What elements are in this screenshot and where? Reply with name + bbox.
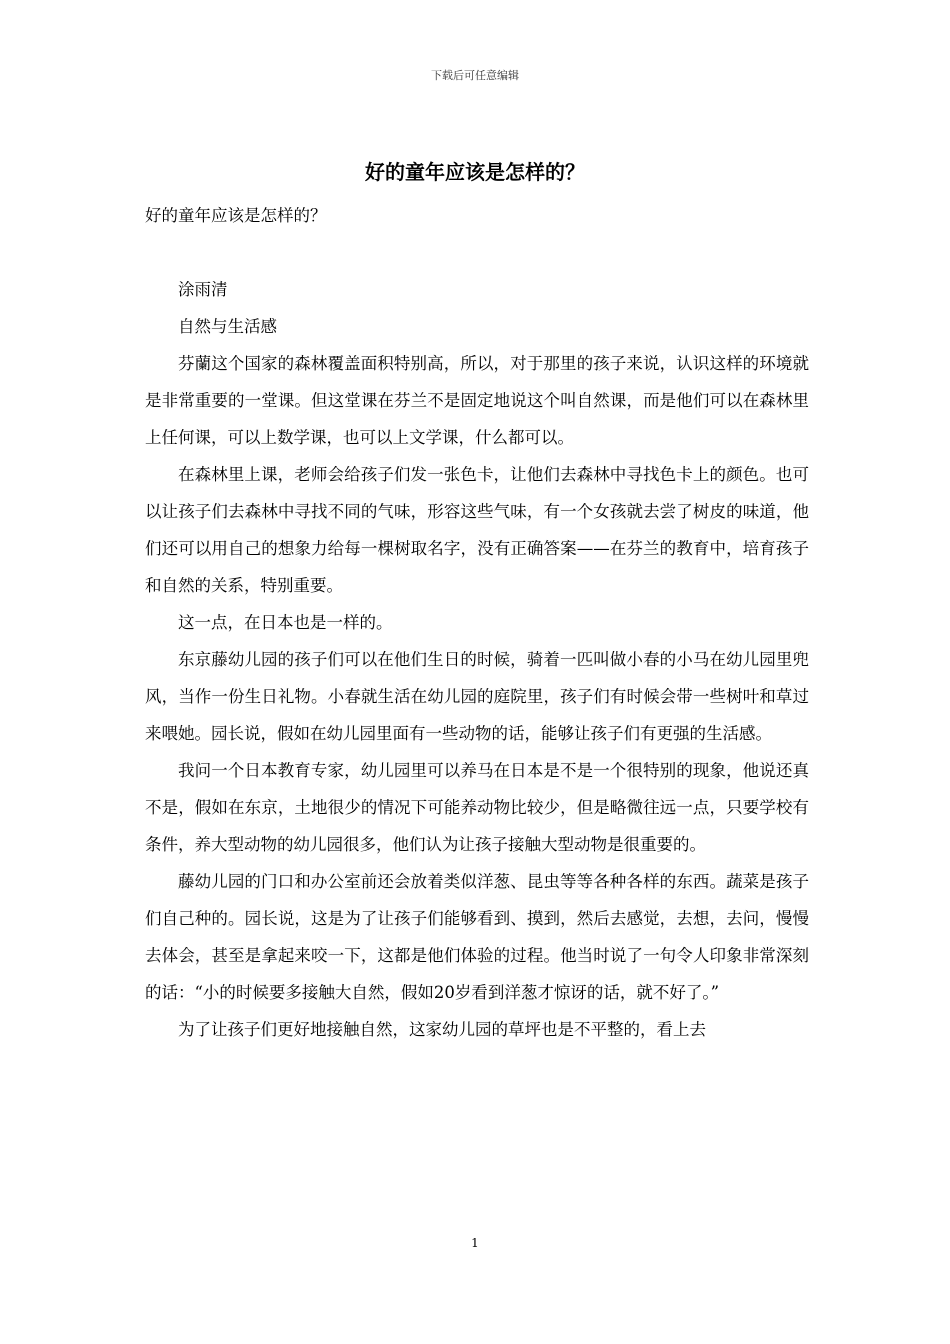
paragraph-forest-class: 在森林里上课，老师会给孩子们发一张色卡，让他们去森林中寻找色卡上的颜色。也可以让孩子们去森林中寻找不同的气味，形容这些气味，有一个女孩就去尝了树皮的味道，他们还可以用自己的想象力给每一棵树取名字，没有正确答案——在芬兰的教育中，培育孩子和自然的关系，特别重要。 xyxy=(145,465,809,595)
paragraph-onions-insects: 藤幼儿园的门口和办公室前还会放着类似洋葱、昆虫等等各种各样的东西。蔬菜是孩子们自己种的。园长说，这是为了让孩子们能够看到、摸到，然后去感觉，去想，去问，慢慢去体会，甚至是拿起来咬一下，这都是他们体验的过程。他当时说了一句令人印象非常深刻的话：“小的时候要多接触大自然，假如20岁看到洋葱才惊讶的话，就不好了。” xyxy=(145,872,809,1002)
header-note: 下载后可任意编辑 xyxy=(431,69,519,82)
paragraph-fuji-kindergarten: 东京藤幼儿园的孩子们可以在他们生日的时候，骑着一匹叫做小春的小马在幼儿园里兜风，当作一份生日礼物。小春就生活在幼儿园的庭院里，孩子们有时候会带一些树叶和草过来喂她。园长说，假如在幼儿园里面有一些动物的话，能够让孩子们有更强的生活感。 xyxy=(145,650,809,743)
paragraph-finland-forest: 芬蘭这个国家的森林覆盖面积特别高，所以，对于那里的孩子来说，认识这样的环境就是非常重要的一堂课。但这堂课在芬兰不是固定地说这个叫自然课，而是他们可以在森林里上任何课，可以上数学课，也可以上文学课，什么都可以。 xyxy=(145,354,809,447)
document-title: 好的童年应该是怎样的？ xyxy=(365,160,585,184)
document-body xyxy=(145,197,809,1048)
paragraph-japan-same: 这一点，在日本也是一样的。 xyxy=(178,613,393,632)
paragraph-uneven-lawn: 为了让孩子们更好地接触自然，这家幼儿园的草坪也是不平整的，看上去 xyxy=(178,1020,706,1039)
author-name: 涂雨清 xyxy=(178,280,228,299)
paragraph-expert-interview: 我问一个日本教育专家，幼儿园里可以养马在日本是不是一个很特别的现象，他说还真不是，假如在东京，土地很少的情况下可能养动物比较少，但是略微往远一点，只要学校有条件，养大型动物的幼儿园很多，他们认为让孩子接触大型动物是很重要的。 xyxy=(145,761,809,854)
section-heading: 自然与生活感 xyxy=(178,317,277,336)
page-number: 1 xyxy=(471,1236,479,1250)
document-subtitle: 好的童年应该是怎样的？ xyxy=(145,206,327,225)
